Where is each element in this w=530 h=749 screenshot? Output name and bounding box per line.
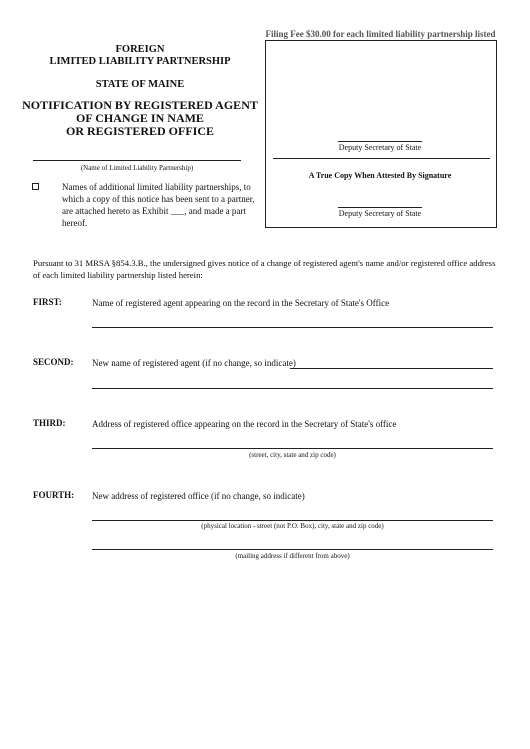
additional-line-3: are attached hereto as Exhibit ___, and made a part <box>62 206 246 216</box>
third-answer-line[interactable] <box>92 448 493 449</box>
filing-box <box>265 40 497 228</box>
form-header-state: STATE OF MAINE <box>95 79 185 90</box>
form-title-line2: OF CHANGE IN NAME <box>76 111 204 125</box>
filing-divider <box>273 158 490 159</box>
fourth-label: FOURTH: <box>33 490 75 500</box>
fourth-physical-line[interactable] <box>92 520 493 521</box>
first-answer-line[interactable] <box>92 327 493 328</box>
third-text: Address of registered office appearing on the record in the Secretary of State's office <box>92 419 397 429</box>
second-answer-line[interactable] <box>92 388 493 389</box>
second-text: New name of registered agent (if no change, so indicate) <box>92 358 296 368</box>
form-title-line3: OR REGISTERED OFFICE <box>65 124 215 138</box>
third-caption: (street, city, state and zip code) <box>249 451 336 459</box>
third-label: THIRD: <box>33 418 66 428</box>
true-copy-label: A True Copy When Attested By Signature <box>308 171 452 180</box>
first-label: FIRST: <box>33 297 62 307</box>
fourth-caption-mailing: (mailing address if different from above) <box>235 552 350 560</box>
fourth-mailing-line[interactable] <box>92 549 493 550</box>
additional-line-1: Names of additional limited liability partnerships, to <box>62 182 251 192</box>
form-title-line1: NOTIFICATION BY REGISTERED AGENT <box>22 98 258 112</box>
second-label: SECOND: <box>33 357 74 367</box>
partnership-name-field[interactable] <box>33 160 241 161</box>
additional-line-2: which a copy of this notice has been sent to a partner, <box>62 194 255 204</box>
form-header-foreign: FOREIGN <box>115 44 165 55</box>
statement-line-1: Pursuant to 31 MRSA §854.3.B., the undersigned gives notice of a change of registered agent's name and/or registered office address <box>33 258 496 268</box>
first-text: Name of registered agent appearing on the record in the Secretary of State's Office <box>92 298 390 308</box>
form-header-llp: LIMITED LIABILITY PARTNERSHIP <box>49 56 231 67</box>
fourth-text: New address of registered office (if no change, so indicate) <box>92 491 305 501</box>
deputy-caption-2: Deputy Secretary of State <box>338 209 422 218</box>
additional-line-4: hereof. <box>62 218 88 228</box>
deputy-signature-line-2[interactable] <box>338 207 422 208</box>
deputy-signature-line-1[interactable] <box>338 141 422 142</box>
additional-partnerships-checkbox[interactable] <box>32 183 39 190</box>
partnership-name-caption: (Name of Limited Liability Partnership) <box>80 164 194 172</box>
second-inline-line[interactable] <box>290 368 493 369</box>
additional-partnerships-text <box>62 181 262 229</box>
fourth-caption-physical: (physical location - street (not P.O. Box), city, state and zip code) <box>201 522 384 530</box>
statement-line-2: of each limited liability partnership listed herein: <box>33 270 203 280</box>
deputy-caption-1: Deputy Secretary of State <box>338 143 422 152</box>
filing-fee-note: Filing Fee $30.00 for each limited liability partnership listed <box>265 29 496 39</box>
